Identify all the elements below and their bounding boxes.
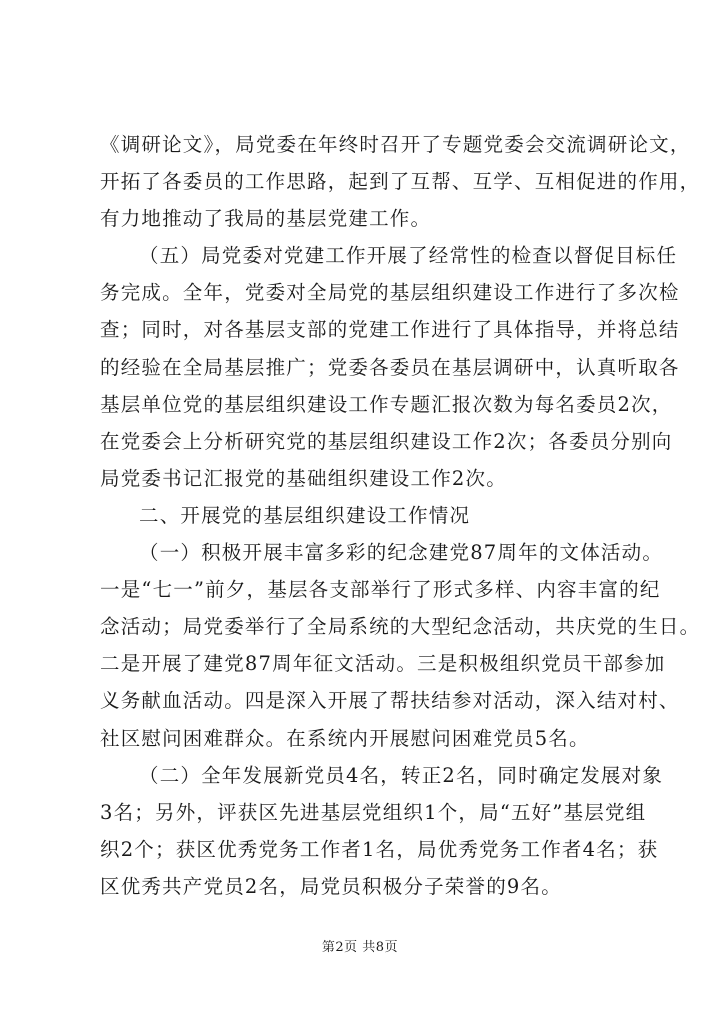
text-line: 局党委书记汇报党的基础组织建设工作2次。: [100, 466, 507, 490]
body-text: [100, 126, 701, 905]
text-line: 查；同时，对各基层支部的党建工作进行了具体指导，并将总结: [100, 318, 680, 342]
text-line: 《调研论文》，局党委在年终时召开了专题党委会交流调研论文，: [100, 133, 691, 156]
text-line: 社区慰问困难群众。在系统内开展慰问困难党员5名。: [100, 726, 590, 750]
text-line: 3名；另外，评获区先进基层党组织1个，局“五好”基层党组: [100, 800, 647, 824]
page-number-footer: 第2页 共8页: [321, 940, 399, 955]
text-line: 念活动；局党委举行了全局系统的大型纪念活动，共庆党的生日。: [100, 615, 701, 639]
text-line: 区优秀共产党员2名，局党员积极分子荣誉的9名。: [100, 874, 562, 898]
paragraph-start-line: （五）局党委对党建工作开展了经常性的检查以督促目标任: [139, 244, 678, 268]
text-line: 的经验在全局基层推广；党委各委员在基层调研中，认真听取各: [100, 355, 680, 379]
text-line: 基层单位党的基层组织建设工作专题汇报次数为每名委员2次，: [100, 392, 673, 416]
text-line: 织2个；获区优秀党务工作者1名，局优秀党务工作者4名；获: [100, 837, 659, 861]
paragraph-start-line: （一）积极开展丰富多彩的纪念建党87周年的文体活动。: [139, 541, 664, 565]
section-heading: 二、开展党的基层组织建设工作情况: [139, 503, 471, 527]
text-line: 二是开展了建党87周年征文活动。三是积极组织党员干部参加: [100, 652, 666, 676]
text-line: 开拓了各委员的工作思路，起到了互帮、互学、互相促进的作用，: [100, 170, 701, 194]
text-line: 一是“七一”前夕，基层各支部举行了形式多样、内容丰富的纪: [100, 578, 661, 602]
text-line: 义务献血活动。四是深入开展了帮扶结参对活动，深入结对村、: [100, 689, 680, 713]
text-line: 有力地推动了我局的基层党建工作。: [100, 207, 432, 231]
text-line: 务完成。全年，党委对全局党的基层组织建设工作进行了多次检: [100, 281, 680, 305]
text-line: 在党委会上分析研究党的基层组织建设工作2次；各委员分别向: [100, 429, 673, 453]
paragraph-start-line: （二）全年发展新党员4名，转正2名，同时确定发展对象: [139, 763, 664, 787]
